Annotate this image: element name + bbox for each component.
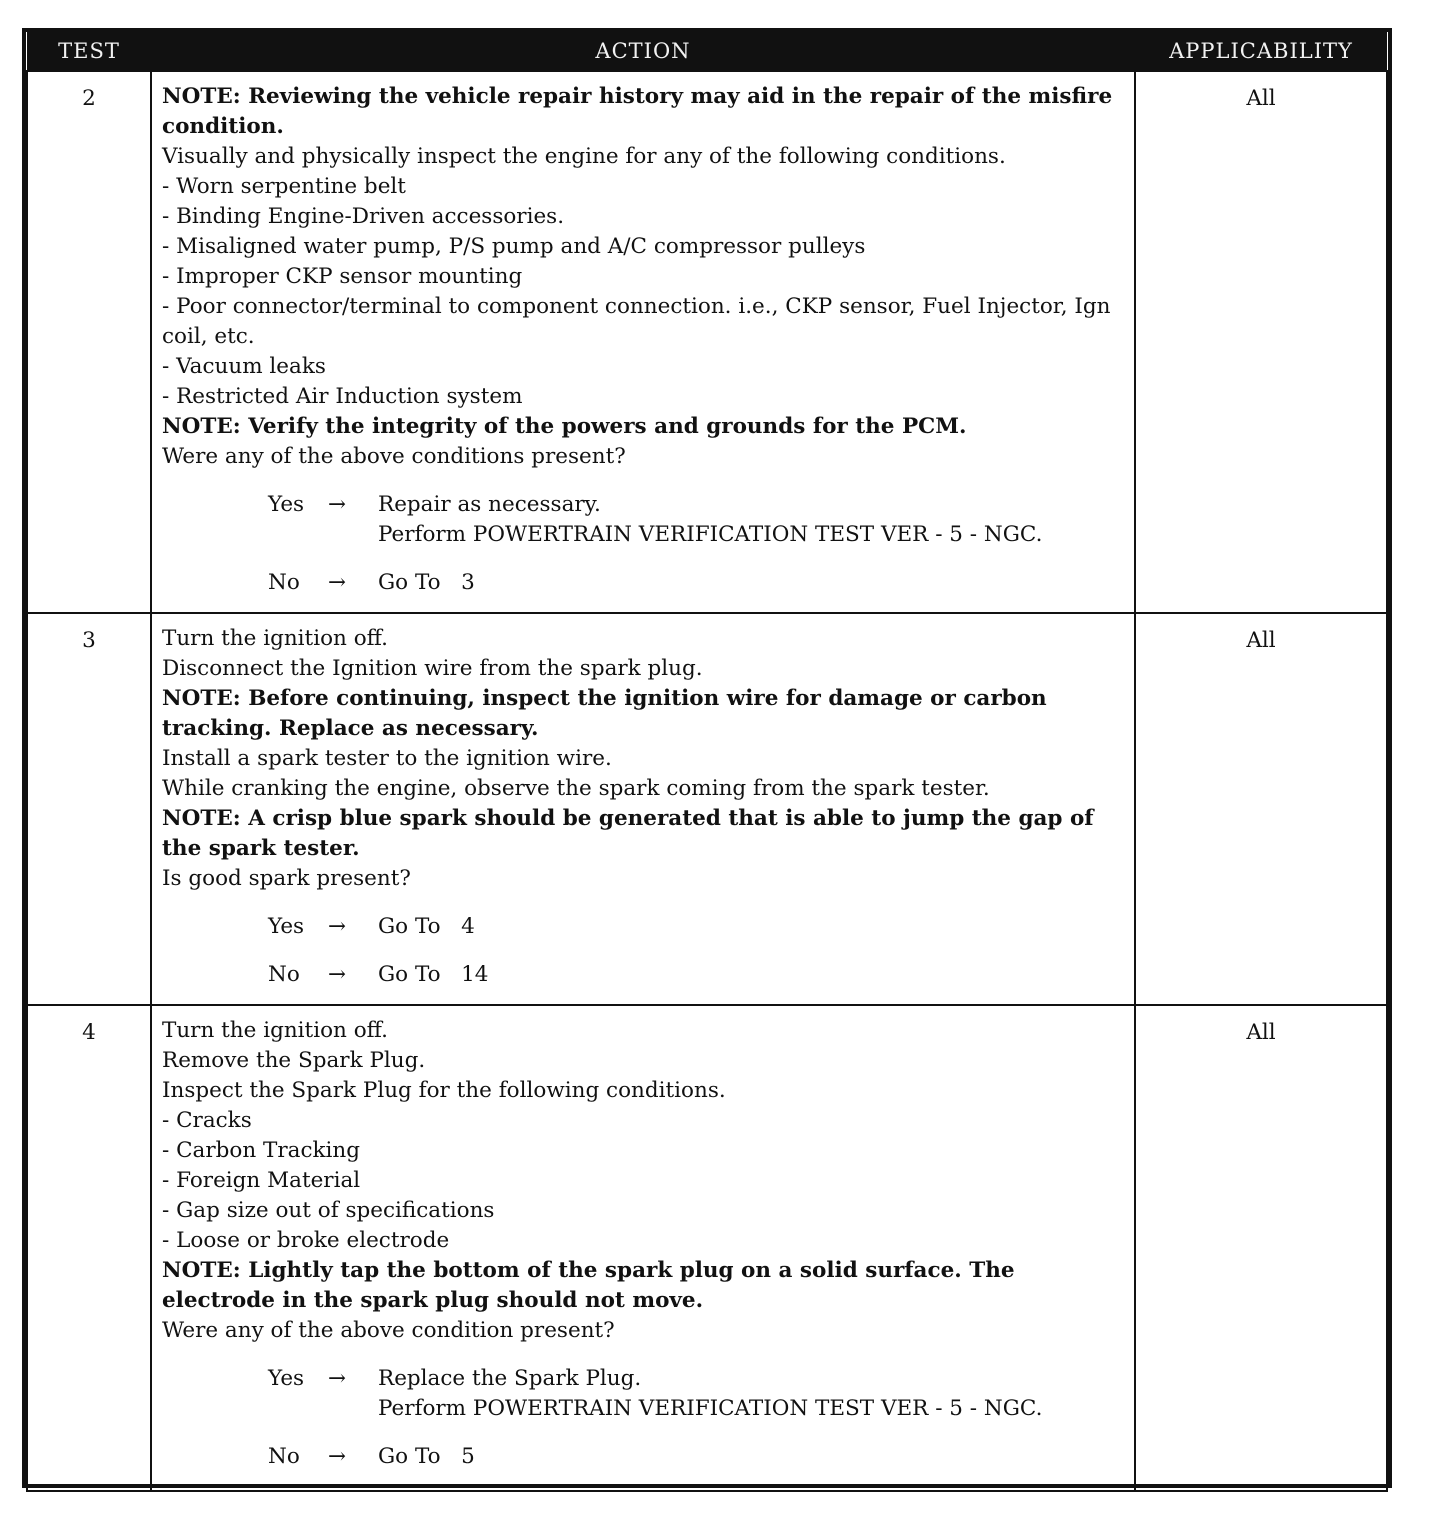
applicability-value: All	[1135, 1005, 1387, 1491]
answer-result	[378, 490, 1126, 550]
note-text: NOTE: Lightly tap the bottom of the spark plug on a solid surface. The electrode in the spark plug should not move.	[162, 1258, 1015, 1313]
instruction-text: - Improper CKP sensor mounting	[162, 264, 523, 289]
instruction-text: Disconnect the Ignition wire from the spark plug.	[162, 656, 703, 681]
instruction-text: Turn the ignition off.	[162, 1018, 388, 1043]
test-number: 2	[27, 71, 151, 613]
instruction-text: Inspect the Spark Plug for the following conditions.	[162, 1078, 726, 1103]
instruction-text: Visually and physically inspect the engine for any of the following conditions.	[162, 144, 1006, 169]
result-text: Perform POWERTRAIN VERIFICATION TEST VER - 5 - NGC.	[378, 1396, 1043, 1421]
arrow-right-icon: →	[328, 1366, 347, 1391]
instruction-text: While cranking the engine, observe the spark coming from the spark tester.	[162, 776, 990, 801]
answer-result	[378, 568, 1126, 598]
note-text: NOTE: Verify the integrity of the powers and grounds for the PCM.	[162, 414, 967, 439]
answer-result	[378, 1364, 1126, 1424]
table-row	[27, 1005, 1387, 1491]
answer-no	[268, 960, 1126, 990]
note-text: NOTE: Before continuing, inspect the ignition wire for damage or carbon tracking. Replace as necessary.	[162, 686, 1047, 741]
instruction-text: Install a spark tester to the ignition wire.	[162, 746, 612, 771]
result-text: Go To 3	[378, 570, 475, 595]
diagnostic-table	[26, 32, 1388, 1492]
instruction-text: Were any of the above condition present?	[162, 1318, 615, 1343]
action-cell	[151, 613, 1135, 1005]
header-applicability: APPLICABILITY	[1135, 32, 1387, 71]
instruction-text: - Worn serpentine belt	[162, 174, 406, 199]
test-number: 3	[27, 613, 151, 1005]
arrow-right-icon: →	[328, 914, 347, 939]
applicability-value: All	[1135, 71, 1387, 613]
test-number: 4	[27, 1005, 151, 1491]
answer-label: Yes	[268, 914, 305, 939]
answer-result	[378, 960, 1126, 990]
applicability-value: All	[1135, 613, 1387, 1005]
instruction-text: - Binding Engine-Driven accessories.	[162, 204, 565, 229]
arrow-right-icon: →	[328, 492, 347, 517]
instruction-text: Turn the ignition off.	[162, 626, 388, 651]
instruction-text: - Poor connector/terminal to component connection. i.e., CKP sensor, Fuel Injector, Ign coil, etc.	[162, 294, 1111, 349]
answer-label: No	[268, 1444, 300, 1469]
table-header-row	[27, 32, 1387, 71]
instruction-text: - Cracks	[162, 1108, 252, 1133]
arrow-right-icon: →	[328, 1444, 347, 1469]
result-text: Go To 4	[378, 914, 475, 939]
table-row	[27, 613, 1387, 1005]
answer-result	[378, 912, 1126, 942]
result-text: Replace the Spark Plug.	[378, 1366, 642, 1391]
instruction-text: Remove the Spark Plug.	[162, 1048, 426, 1073]
answer-list	[268, 490, 1126, 598]
instruction-text: Were any of the above conditions present?	[162, 444, 626, 469]
result-text: Perform POWERTRAIN VERIFICATION TEST VER - 5 - NGC.	[378, 522, 1043, 547]
action-cell	[151, 71, 1135, 613]
answer-yes	[268, 1364, 1126, 1424]
instruction-text: - Loose or broke electrode	[162, 1228, 450, 1253]
instruction-text: - Gap size out of specifications	[162, 1198, 495, 1223]
answer-yes	[268, 490, 1126, 550]
result-text: Go To 14	[378, 962, 489, 987]
action-cell	[151, 1005, 1135, 1491]
answer-label: No	[268, 962, 300, 987]
table-body	[27, 71, 1387, 1491]
answer-list	[268, 1364, 1126, 1472]
answer-list	[268, 912, 1126, 990]
answer-yes	[268, 912, 1126, 942]
answer-label: Yes	[268, 492, 305, 517]
arrow-right-icon: →	[328, 962, 347, 987]
diagnostic-table-sheet	[22, 28, 1392, 1488]
instruction-text: - Vacuum leaks	[162, 354, 326, 379]
answer-result	[378, 1442, 1126, 1472]
note-text: NOTE: Reviewing the vehicle repair history may aid in the repair of the misfire condition.	[162, 84, 1113, 139]
note-text: NOTE: A crisp blue spark should be generated that is able to jump the gap of the spark tester.	[162, 806, 1094, 861]
instruction-text: - Misaligned water pump, P/S pump and A/C compressor pulleys	[162, 234, 866, 259]
result-text: Go To 5	[378, 1444, 475, 1469]
table-row	[27, 71, 1387, 613]
instruction-text: Is good spark present?	[162, 866, 411, 891]
instruction-text: - Restricted Air Induction system	[162, 384, 523, 409]
header-test: TEST	[27, 32, 151, 71]
answer-no	[268, 568, 1126, 598]
arrow-right-icon: →	[328, 570, 347, 595]
result-text: Repair as necessary.	[378, 492, 601, 517]
answer-no	[268, 1442, 1126, 1472]
header-action: ACTION	[151, 32, 1135, 71]
answer-label: Yes	[268, 1366, 305, 1391]
instruction-text: - Foreign Material	[162, 1168, 361, 1193]
answer-label: No	[268, 570, 300, 595]
instruction-text: - Carbon Tracking	[162, 1138, 361, 1163]
